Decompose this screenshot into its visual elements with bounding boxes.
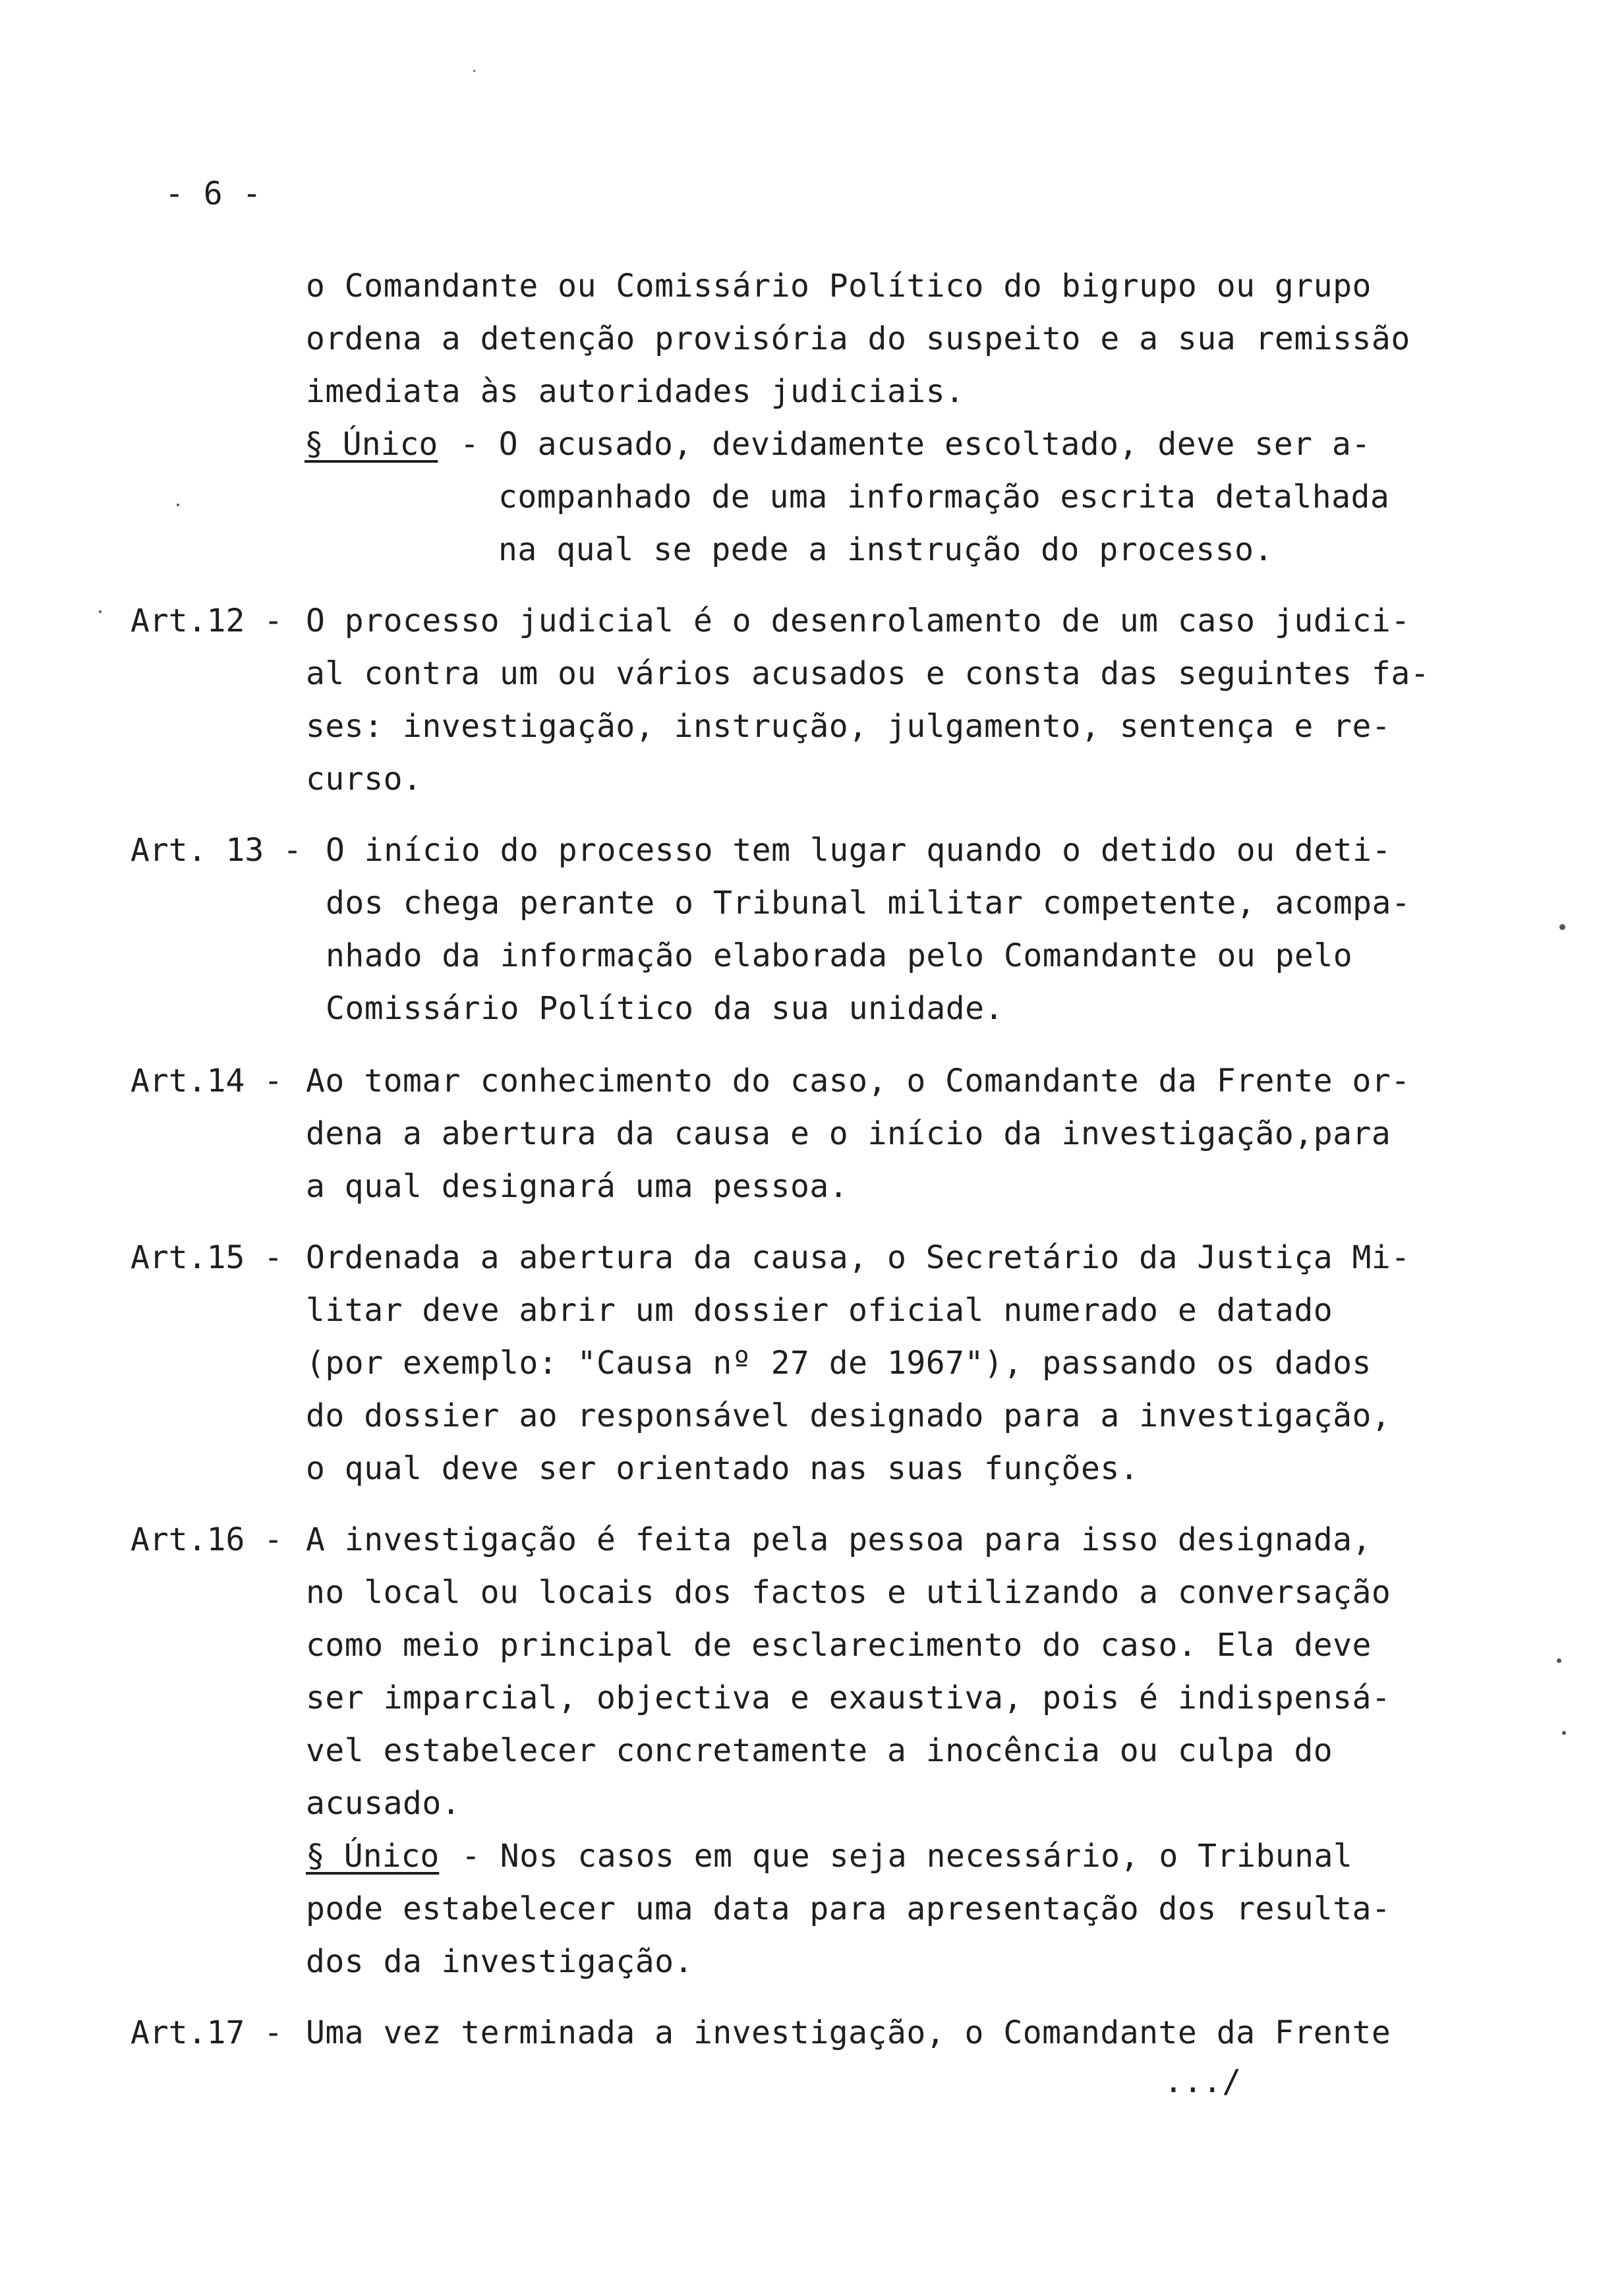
article-13-label: Art. 13 - (130, 832, 303, 869)
article-12-label: Art.12 - (130, 602, 283, 639)
article-14-label: Art.14 - (130, 1063, 283, 1099)
page-number: - 6 - (165, 175, 262, 212)
article-14-line-3: a qual designará uma pessoa. (306, 1168, 849, 1205)
article-17-line-1: Uma vez terminada a investigação, o Comandante da Frente (306, 2014, 1391, 2051)
article-15-line-3: (por exemplo: "Causa nº 27 de 1967"), passando os dados (306, 1345, 1372, 1382)
article-15-line-2: litar deve abrir um dossier oficial numerado e datado (306, 1292, 1333, 1329)
article-12-line-4: curso. (306, 761, 422, 798)
article-16-paragrafo-line-3: dos da investigação. (306, 1943, 693, 1980)
article-15-line-1: Ordenada a abertura da causa, o Secretário da Justiça Mi- (306, 1239, 1410, 1276)
scan-speck (1559, 924, 1565, 930)
scan-speck (99, 610, 102, 613)
article-12-line-3: ses: investigação, instrução, julgamento, sentença e re- (306, 708, 1391, 745)
intro-paragrafo-line-3: na qual se pede a instrução do processo. (498, 531, 1273, 568)
article-16-line-6: acusado. (306, 1785, 461, 1822)
scan-speck (1562, 1731, 1566, 1735)
article-14-line-2: dena a abertura da causa e o início da investigação,para (306, 1115, 1391, 1152)
intro-paragrafo-line-2: companhado de uma informação escrita detalhada (498, 479, 1390, 515)
article-16-paragrafo-label: § Único (306, 1838, 440, 1875)
article-15-line-4: do dossier ao responsável designado para a investigação, (306, 1397, 1391, 1434)
article-16-line-4: ser imparcial, objectiva e exaustiva, pois é indispensá- (306, 1679, 1391, 1716)
article-13-line-1: O início do processo tem lugar quando o detido ou deti- (326, 832, 1391, 869)
article-16-line-2: no local ou locais dos factos e utilizando a conversação (306, 1574, 1391, 1611)
article-13-line-3: nhado da informação elaborada pelo Comandante ou pelo (326, 937, 1353, 974)
article-15-line-5: o qual deve ser orientado nas suas funções. (306, 1450, 1140, 1487)
continuation-mark: .../ (1164, 2063, 1242, 2100)
intro-line-1: o Comandante ou Comissário Político do bigrupo ou grupo (306, 268, 1372, 305)
article-16-line-1: A investigação é feita pela pessoa para isso designada, (306, 1521, 1372, 1558)
intro-paragrafo-line-1: - O acusado, devidamente escoltado, deve ser a- (460, 426, 1371, 463)
article-12-line-2: al contra um ou vários acusados e consta das seguintes fa- (306, 655, 1430, 692)
scan-speck (177, 504, 179, 506)
intro-line-2: ordena a detenção provisória do suspeito e a sua remissão (306, 320, 1410, 357)
article-16-line-5: vel estabelecer concretamente a inocência ou culpa do (306, 1732, 1333, 1769)
paragrafo-unico-label: § Único (304, 426, 438, 463)
scan-speck (473, 70, 475, 72)
article-16-paragrafo-line-2: pode estabelecer uma data para apresentação dos resulta- (306, 1890, 1391, 1927)
intro-line-3: imediata às autoridades judiciais. (306, 373, 965, 410)
article-13-line-4: Comissário Político da sua unidade. (326, 990, 1004, 1027)
article-17-label: Art.17 - (130, 2014, 283, 2051)
article-12-line-1: O processo judicial é o desenrolamento de um caso judici- (306, 602, 1410, 639)
article-13-line-2: dos chega perante o Tribunal militar competente, acompa- (326, 885, 1411, 921)
article-16-line-3: como meio principal de esclarecimento do caso. Ela deve (306, 1627, 1372, 1664)
scan-speck (1557, 1658, 1561, 1663)
article-16-paragrafo-line-1: - Nos casos em que seja necessário, o Tribunal (461, 1838, 1353, 1875)
article-16-label: Art.16 - (130, 1521, 283, 1558)
article-15-label: Art.15 - (130, 1239, 283, 1276)
article-14-line-1: Ao tomar conhecimento do caso, o Comandante da Frente or- (306, 1063, 1410, 1099)
